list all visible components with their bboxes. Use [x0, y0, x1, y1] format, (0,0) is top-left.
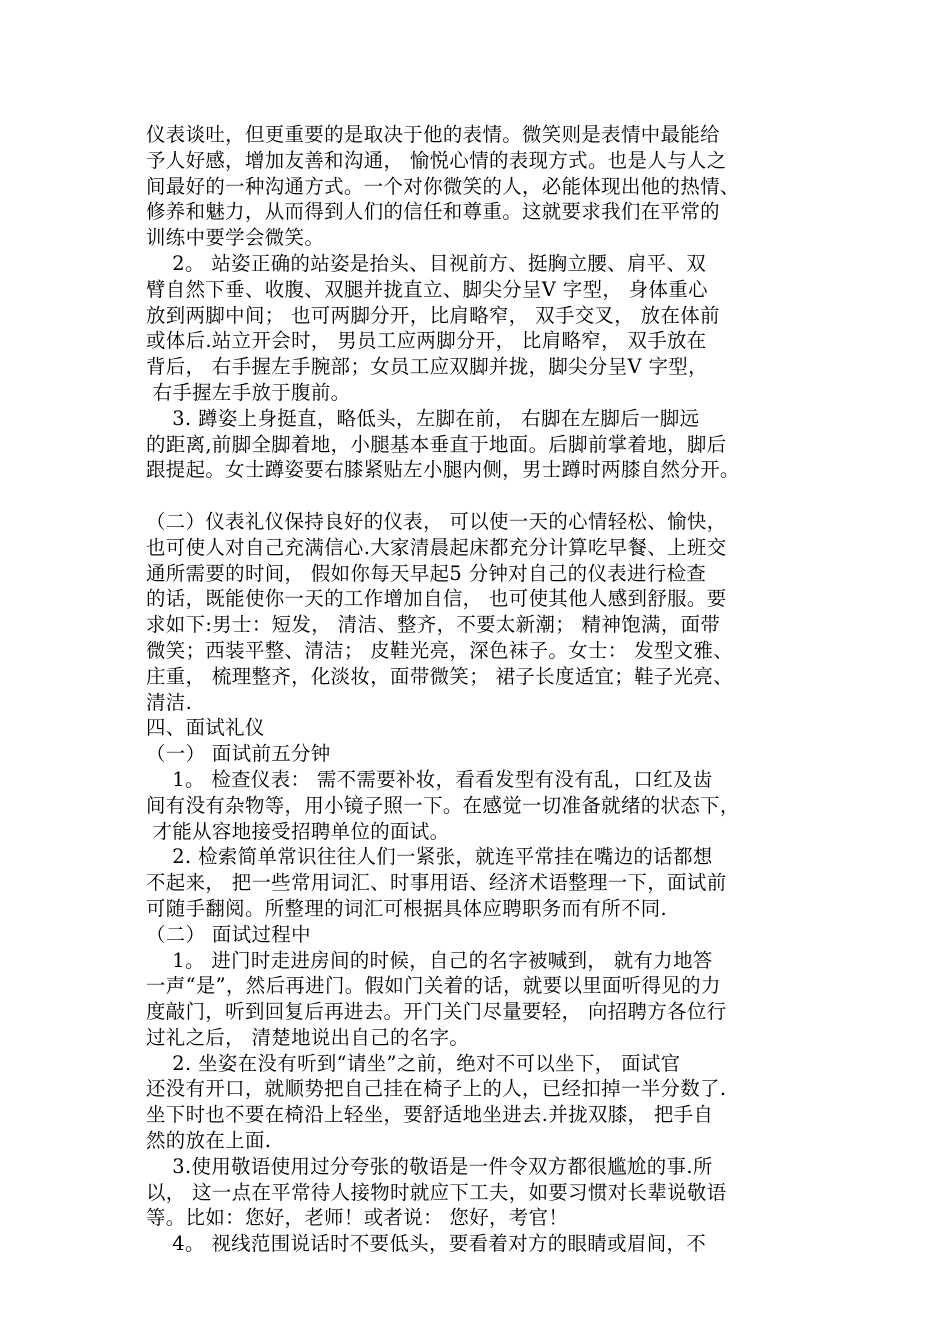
- text-line: 1。 进门时走进房间的时候，自己的名字被喊到， 就有力地答: [146, 948, 713, 972]
- text-line: 间最好的一种沟通方式。一个对你微笑的人，必能体现出他的热情、: [146, 174, 740, 198]
- text-line: 的距离,前脚全脚着地，小腿基本垂直于地面。后脚前掌着地，脚后: [146, 432, 727, 456]
- text-line: 3. 蹲姿上身挺直，略低头，左脚在前， 右脚在左脚后一脚远: [146, 406, 700, 430]
- text-line: 臂自然下垂、收腹、双腿并拢直立、脚尖分呈V 字型， 身体重心: [146, 277, 708, 301]
- text-line: （一） 面试前五分钟: [146, 742, 331, 766]
- text-line: 仪表谈吐，但更重要的是取决于他的表情。微笑则是表情中最能给: [146, 123, 720, 146]
- text-line: （二） 面试过程中: [146, 922, 311, 946]
- text-line: 或体后.站立开会时， 男员工应两脚分开， 比肩略窄， 双手放在: [146, 329, 707, 353]
- text-line: 2. 坐姿在没有听到“请坐”之前，绝对不可以坐下， 面试官: [146, 1051, 681, 1075]
- text-line: 3.使用敬语使用过分夸张的敬语是一件令双方都很尴尬的事.所: [146, 1154, 713, 1178]
- text-line: 4。 视线范围说话时不要低头，要看着对方的眼睛或眉间，不: [146, 1232, 707, 1256]
- text-line: 以， 这一点在平常待人接物时就应下工夫，如要习惯对长辈说敬语: [146, 1180, 727, 1204]
- text-line: 一声“是”，然后再进门。假如门关着的话，就要以里面听得见的力: [146, 974, 721, 998]
- text-line: 四、面试礼仪: [146, 716, 265, 740]
- text-line: 然的放在上面.: [146, 1129, 272, 1153]
- text-line: 也可使人对自己充满信心.大家清晨起床都充分计算吃早餐、上班交: [146, 535, 727, 559]
- text-line: 过礼之后， 清楚地说出自己的名字。: [146, 1025, 470, 1049]
- text-line: 2。 站姿正确的站姿是抬头、目视前方、挺胸立腰、肩平、双: [146, 251, 707, 275]
- text-line: 庄重， 梳理整齐，化淡妆，面带微笑； 裙子长度适宜；鞋子光亮、: [146, 664, 734, 688]
- text-line: 右手握左手放于腹前。: [146, 380, 351, 404]
- text-line: 不起来， 把一些常用词汇、时事用语、经济术语整理一下，面试前: [146, 871, 727, 895]
- text-line: 还没有开口，就顺势把自己挂在椅子上的人，已经扣掉一半分数了.: [146, 1077, 727, 1101]
- text-line: 2. 检索简单常识往往人们一紧张，就连平常挂在嘴边的话都想: [146, 845, 713, 869]
- text-line: [146, 483, 806, 509]
- text-line: 予人好感，增加友善和沟通， 愉悦心情的表现方式。也是人与人之: [146, 148, 727, 172]
- text-line: 的话，既能使你一天的工作增加自信， 也可使其他人感到舒服。要: [146, 587, 727, 611]
- text-line: 求如下:男士：短发， 清洁、整齐，不要太新潮； 精神饱满，面带: [146, 613, 721, 637]
- text-line: 训练中要学会微笑。: [146, 226, 325, 250]
- text-line: 清洁.: [146, 690, 193, 714]
- text-line: 度敲门，听到回复后再进去。开门关门尽量要轻， 向招聘方各位行: [146, 1000, 727, 1024]
- text-line: （二）仪表礼仪保持良好的仪表， 可以使一天的心情轻松、愉快，: [146, 509, 727, 533]
- text-line: 通所需要的时间， 假如你每天早起5 分钟对自己的仪表进行检查: [146, 561, 707, 585]
- text-line: 背后， 右手握左手腕部；女员工应双脚并拢，脚尖分呈V 字型，: [146, 355, 708, 379]
- text-line: 可随手翻阅。所整理的词汇可根据具体应聘职务而有所不同.: [146, 896, 668, 920]
- text-line: 修养和魅力，从而得到人们的信任和尊重。这就要求我们在平常的: [146, 200, 720, 224]
- text-line: 等。比如：您好，老师！或者说： 您好，考官！: [146, 1206, 569, 1230]
- text-line: 间有没有杂物等，用小镜子照一下。在感觉一切准备就绪的状态下，: [146, 793, 740, 817]
- document-body: [146, 122, 806, 1257]
- text-line: 坐下时也不要在椅沿上轻坐，要舒适地坐进去.并拢双膝， 把手自: [146, 1103, 714, 1127]
- text-line: 微笑；西装平整、清洁； 皮鞋光亮，深色袜子。女士： 发型文雅、: [146, 638, 734, 662]
- text-line: 1。 检查仪表： 需不需要补妆，看看发型有没有乱，口红及齿: [146, 767, 713, 791]
- text-line: 放到两脚中间； 也可两脚分开，比肩略窄， 双手交叉， 放在体前: [146, 303, 720, 327]
- text-line: 跟提起。女士蹲姿要右膝紧贴左小腿内侧，男士蹲时两膝自然分开。: [146, 458, 740, 482]
- text-line: 才能从容地接受招聘单位的面试。: [146, 819, 450, 843]
